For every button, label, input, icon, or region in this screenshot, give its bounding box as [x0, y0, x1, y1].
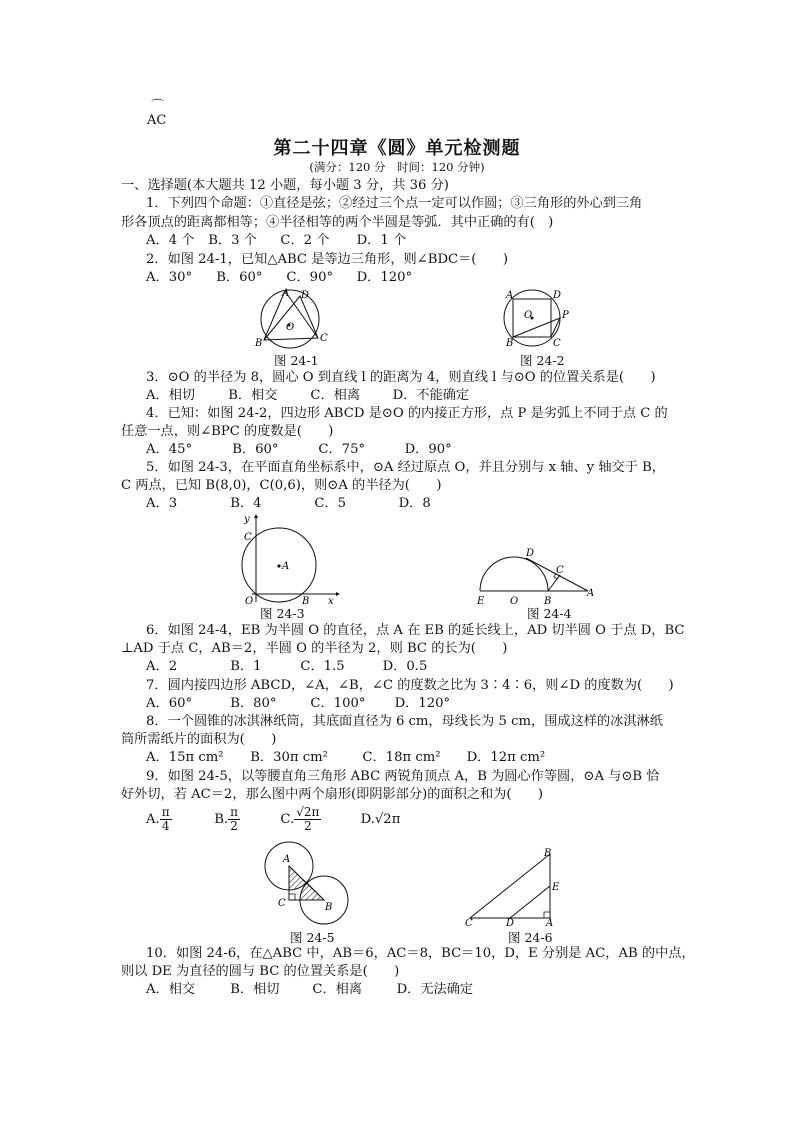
fig24-5-caption: 图 24-5: [290, 930, 335, 945]
fig6-label-a: A: [546, 918, 554, 928]
fig1-label-c: C: [320, 333, 328, 344]
fig5-label-a: A: [283, 854, 291, 865]
figure-24-2: [502, 286, 582, 352]
figure-24-6: [462, 846, 568, 928]
q10-option-a: A．相交: [146, 982, 196, 997]
fig6-label-b: B: [544, 848, 552, 859]
fig6-label-c: C: [465, 918, 473, 928]
q1-option-a: A．4 个: [146, 233, 195, 248]
fig3-x-arrow: [336, 592, 340, 596]
fig2-label-o: O: [524, 310, 533, 321]
q4-line1: 4．已知：如图 24-2，四边形 ABCD 是⊙O 的内接正方形，点 P 是劣弧上不同于点 C 的: [146, 406, 668, 421]
fig24-6-caption: 图 24-6: [508, 930, 553, 945]
arc-label: AC: [147, 113, 167, 128]
fig4-semicircle: [480, 557, 548, 591]
q6-option-a: A．2: [146, 659, 178, 674]
fig24-1-caption: 图 24-1: [274, 353, 319, 368]
fig6-label-d: D: [506, 918, 515, 928]
fig3-label-c: C: [244, 532, 252, 543]
q8-option-d: D．12π cm²: [466, 750, 546, 765]
q8-line2: 筒所需纸片的面积为( ): [121, 732, 277, 747]
fig4-label-d: D: [526, 548, 535, 559]
q3-option-b: B．相交: [228, 388, 278, 403]
q2-option-a: A．30°: [146, 270, 193, 285]
q2-option-b: B．60°: [216, 270, 263, 285]
q10-line1: 10．如图 24-6，在△ABC 中，AB＝6，AC＝8，BC＝10，D，E 分别是 AC，AB 的中点，: [146, 946, 695, 961]
fig3-center-dot: [277, 564, 280, 567]
fig4-label-o: O: [510, 596, 519, 606]
fig1-label-d: D: [301, 290, 310, 301]
fig1-lines-bdc: [264, 296, 318, 340]
fig3-y-arrow: [254, 514, 258, 518]
q6-option-b: B．1: [230, 659, 262, 674]
q5-option-d: D．8: [398, 496, 431, 511]
q6-line1: 6．如图 24-4，EB 为半圆 O 的直径，点 A 在 EB 的延长线上，AD 切半圆 O 于点 D，BC: [146, 623, 685, 638]
q9-option-a-letter: A.: [146, 812, 160, 827]
q9-line2: 好外切，若 AC＝2，那么图中两个扇形(即阴影部分)的面积之和为( ): [121, 787, 544, 802]
page-title: 第二十四章《圆》单元检测题: [273, 138, 521, 159]
fig3-label-y: y: [244, 514, 250, 525]
q9-option-b-letter: B.: [214, 812, 229, 827]
q8-option-c: C．18π cm²: [362, 750, 441, 765]
q2-option-c: C．90°: [286, 270, 334, 285]
q9-option-a-numerator: π: [161, 805, 170, 819]
fig5-label-b: B: [325, 902, 333, 913]
q9-option-b-numerator: π: [230, 805, 238, 819]
q5-option-c: C．5: [314, 496, 347, 511]
q9-option-c-numerator: √2π: [296, 805, 320, 819]
q3-options: [146, 387, 469, 405]
q8-line1: 8．一个圆锥的冰淇淋纸筒，其底面直径为 6 cm，母线长为 5 cm，围成这样的冰淇淋纸: [146, 714, 663, 729]
q9-line1: 9．如图 24-5，以等腰直角三角形 ABC 两锐角顶点 A，B 为圆心作等圆，⊙A 与⊙B 恰: [146, 769, 660, 784]
fig5-right-angle: [289, 894, 295, 900]
fig3-label-a: A: [282, 561, 290, 572]
q5-line2: C 两点，已知 B(8,0)，C(0,6)，则⊙A 的半径为( ): [121, 478, 442, 493]
q7-options: [146, 695, 450, 713]
q3-line1: 3．⊙O 的半径为 8，圆心 O 到直线 l 的距离为 4，则直线 l 与⊙O 的位置关系是( ): [146, 370, 656, 385]
q1-option-c: C．2 个: [280, 233, 330, 248]
fig3-label-o: O: [245, 596, 254, 606]
q4-option-b: B．60°: [232, 442, 279, 457]
q6-option-c: C．1.5: [300, 659, 345, 674]
figure-24-5: [258, 840, 358, 930]
q9-option-a-denominator: 4: [161, 819, 170, 833]
q9-option-b-fraction: [228, 806, 240, 833]
q1-line1: 1．下列四个命题：①直径是弦；②经过三个点一定可以作圆；③三角形的外心到三角: [146, 196, 643, 211]
q4-line2: 任意一点，则∠BPC 的度数是( ): [121, 424, 334, 439]
q5-option-a: A．3: [146, 496, 178, 511]
q10-option-d: D．无法确定: [396, 982, 474, 997]
q9-option-c-letter: C.: [280, 812, 295, 827]
q3-option-a: A．相切: [146, 388, 196, 403]
fig2-label-b: B: [506, 338, 514, 349]
q10-option-b: B．相切: [230, 982, 280, 997]
q9-option-d-letter: D.: [360, 812, 375, 827]
q4-option-a: A．45°: [146, 442, 193, 457]
fig1-label-a: A: [282, 288, 290, 299]
fig2-label-p: P: [562, 310, 569, 321]
q9-option-c-denominator: 2: [303, 819, 312, 833]
fig2-label-d: D: [553, 290, 562, 301]
q10-line2: 则以 DE 为直径的圆与 BC 的位置关系是( ): [121, 964, 400, 979]
q9-option-d: [361, 811, 401, 829]
figure-24-4: [474, 544, 600, 606]
q9-option-b-denominator: 2: [230, 819, 238, 833]
q6-option-d: D．0.5: [382, 659, 428, 674]
q2-options: [146, 269, 412, 287]
q4-option-c: C．75°: [318, 442, 366, 457]
q1-line2: 形各顶点的距离都相等；④半径相等的两个半圆是等弧．其中正确的有( ): [121, 215, 554, 230]
fig1-label-o: O: [286, 322, 295, 333]
fig2-lines-bpc: [513, 318, 560, 337]
q3-option-c: C．相离: [310, 388, 361, 403]
q9-options: [146, 806, 400, 833]
q1-option-b: B．3 个: [208, 233, 257, 248]
fig2-label-a: A: [506, 290, 514, 301]
figure-24-3: [232, 510, 342, 606]
section-heading: 一、选择题(本大题共 12 小题，每小题 3 分，共 36 分): [121, 178, 449, 193]
q4-option-d: D．90°: [404, 442, 452, 457]
q4-options: [146, 441, 452, 459]
q10-option-c: C．相离: [312, 982, 363, 997]
q2-line1: 2．如图 24-1，已知△ABC 是等边三角形，则∠BDC＝( ): [146, 252, 508, 267]
figure-24-1: [252, 286, 332, 352]
fig5-label-c: C: [278, 898, 286, 909]
fig4-label-e: E: [477, 596, 485, 606]
stray-arc-mark: [147, 100, 166, 128]
q2-option-d: D．120°: [356, 270, 413, 285]
fig4-label-c: C: [556, 565, 564, 576]
q1-options: [146, 232, 406, 250]
fig6-label-e: E: [552, 882, 560, 893]
q9-option-d-value: √2π: [374, 812, 401, 827]
q7-line1: 7．圆内接四边形 ABCD，∠A，∠B，∠C 的度数之比为 3∶4∶6，则∠D 的度数为( ): [146, 678, 674, 693]
q1-option-d: D．1 个: [356, 233, 407, 248]
q10-options: [146, 981, 473, 999]
arc-symbol: ⌒: [151, 99, 165, 114]
q8-option-a: A．15π cm²: [146, 750, 224, 765]
fig2-label-c: C: [553, 338, 561, 349]
page-subtitle: (满分：120 分 时间：120 分钟): [309, 160, 485, 174]
fig6-triangle-abc: [470, 854, 550, 918]
q9-option-b: [214, 806, 276, 833]
q9-option-a-fraction: [160, 806, 172, 833]
fig4-label-b: B: [544, 596, 552, 606]
q7-option-b: B．80°: [230, 696, 277, 711]
fig24-2-caption: 图 24-2: [520, 353, 565, 368]
fig3-label-b: B: [302, 596, 310, 606]
q7-option-d: D．120°: [394, 696, 451, 711]
q9-option-c: [280, 806, 356, 833]
q8-option-b: B．30π cm²: [250, 750, 328, 765]
fig1-label-b: B: [255, 338, 263, 349]
q7-option-a: A．60°: [146, 696, 193, 711]
q6-options: [146, 658, 427, 676]
q5-option-b: B．4: [230, 496, 262, 511]
q3-option-d: D．不能确定: [392, 388, 470, 403]
q6-line2: ⊥AD 于点 C，AB＝2，半圆 O 的半径为 2，则 BC 的长为( ): [121, 641, 508, 656]
q9-option-c-fraction: [294, 806, 321, 833]
fig24-4-caption: 图 24-4: [527, 606, 572, 621]
fig24-3-caption: 图 24-3: [260, 606, 305, 621]
fig4-label-a: A: [587, 588, 595, 599]
q5-line1: 5．如图 24-3，在平面直角坐标系中，⊙A 经过原点 O，并且分别与 x 轴、y 轴交于 B，: [146, 460, 665, 475]
q9-option-a: [146, 806, 210, 833]
q7-option-c: C．100°: [310, 696, 366, 711]
fig3-label-x: x: [328, 596, 334, 606]
fig5-sector-a: [289, 866, 306, 890]
q8-options: [146, 749, 545, 767]
